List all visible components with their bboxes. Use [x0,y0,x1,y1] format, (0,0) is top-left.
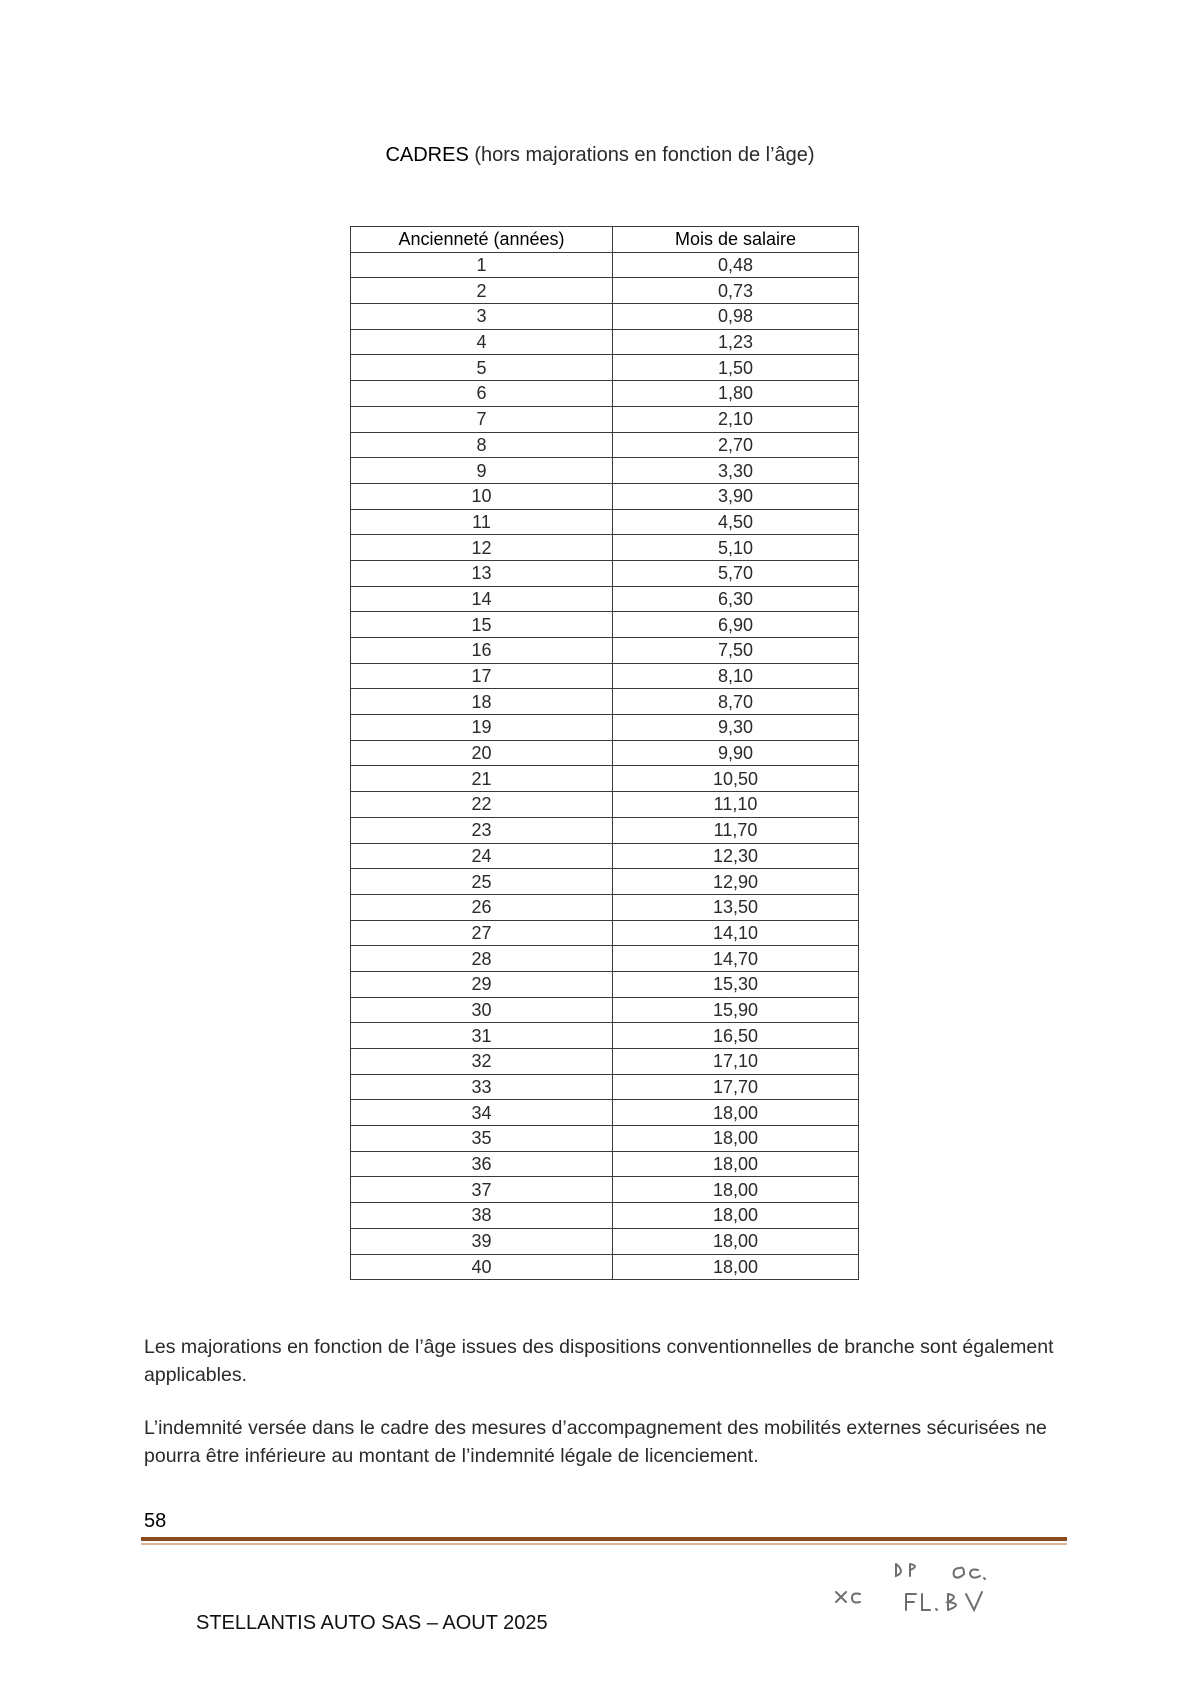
cell-anciennete: 36 [351,1151,613,1177]
cell-anciennete: 28 [351,946,613,972]
table-row [351,1254,859,1280]
table-row [351,920,859,946]
table-row [351,560,859,586]
cell-anciennete: 19 [351,715,613,741]
cell-anciennete: 10 [351,483,613,509]
cell-mois-salaire: 8,70 [613,689,859,715]
table-row [351,278,859,304]
cell-anciennete: 22 [351,792,613,818]
cell-mois-salaire: 18,00 [613,1126,859,1152]
cell-anciennete: 27 [351,920,613,946]
table-row [351,946,859,972]
cell-anciennete: 39 [351,1228,613,1254]
paragraph-indemnite: L’indemnité versée dans le cadre des mesures d’accompagnement des mobilités externes sécurisées ne pourra être inférieure au montant de l’indemnité légale de licenciement. [144,1417,1047,1467]
cell-mois-salaire: 1,50 [613,355,859,381]
footer-divider-shadow [141,1543,1067,1545]
cell-mois-salaire: 11,70 [613,817,859,843]
table-row [351,1177,859,1203]
table-row [351,381,859,407]
table-row [351,869,859,895]
paragraph-majorations: Les majorations en fonction de l’âge issues des dispositions conventionnelles de branche sont également applicables. [144,1336,1054,1386]
cell-mois-salaire: 3,90 [613,483,859,509]
cell-anciennete: 6 [351,381,613,407]
cell-mois-salaire: 18,00 [613,1151,859,1177]
cell-anciennete: 40 [351,1254,613,1280]
cell-anciennete: 29 [351,971,613,997]
cell-mois-salaire: 0,98 [613,304,859,330]
table-row [351,971,859,997]
table-row [351,894,859,920]
cell-mois-salaire: 3,30 [613,458,859,484]
cell-mois-salaire: 17,70 [613,1074,859,1100]
table-row [351,663,859,689]
severance-table [350,226,859,1280]
initials-fl-bv [906,1592,982,1610]
page-number: 58 [144,1510,167,1532]
cell-mois-salaire: 14,10 [613,920,859,946]
table-row [351,715,859,741]
table-body [351,252,859,1280]
cell-anciennete: 2 [351,278,613,304]
cell-mois-salaire: 9,30 [613,715,859,741]
table-row [351,509,859,535]
table-title [0,144,1200,167]
cell-mois-salaire: 0,73 [613,278,859,304]
table-row [351,612,859,638]
cell-anciennete: 37 [351,1177,613,1203]
table-row [351,483,859,509]
cell-anciennete: 9 [351,458,613,484]
cell-mois-salaire: 15,90 [613,997,859,1023]
cell-anciennete: 21 [351,766,613,792]
table-row [351,432,859,458]
table-row [351,843,859,869]
table-row [351,406,859,432]
cell-anciennete: 7 [351,406,613,432]
table-row [351,252,859,278]
table-row [351,740,859,766]
cell-anciennete: 25 [351,869,613,895]
cell-mois-salaire: 10,50 [613,766,859,792]
cell-mois-salaire: 0,48 [613,252,859,278]
cell-anciennete: 23 [351,817,613,843]
cell-anciennete: 35 [351,1126,613,1152]
cell-mois-salaire: 15,30 [613,971,859,997]
table-row [351,1049,859,1075]
footer-company-date: STELLANTIS AUTO SAS – AOUT 2025 [196,1612,548,1634]
table-row [351,638,859,664]
cell-mois-salaire: 18,00 [613,1254,859,1280]
cell-anciennete: 11 [351,509,613,535]
cell-anciennete: 20 [351,740,613,766]
table-row [351,1228,859,1254]
cell-anciennete: 3 [351,304,613,330]
cell-mois-salaire: 5,10 [613,535,859,561]
table-row [351,355,859,381]
table-row [351,535,859,561]
cell-anciennete: 32 [351,1049,613,1075]
cell-anciennete: 1 [351,252,613,278]
cell-mois-salaire: 16,50 [613,1023,859,1049]
table-header-row [351,227,859,253]
cell-anciennete: 24 [351,843,613,869]
footer-divider [141,1537,1067,1541]
cell-mois-salaire: 17,10 [613,1049,859,1075]
table-row [351,766,859,792]
cell-anciennete: 14 [351,586,613,612]
cell-anciennete: 4 [351,329,613,355]
cell-anciennete: 5 [351,355,613,381]
cell-mois-salaire: 2,10 [613,406,859,432]
title-cadres: CADRES [385,144,469,166]
table-row [351,817,859,843]
header-mois-salaire: Mois de salaire [613,227,859,253]
cell-anciennete: 8 [351,432,613,458]
table-row [351,997,859,1023]
table-row [351,1074,859,1100]
cell-mois-salaire: 9,90 [613,740,859,766]
cell-mois-salaire: 13,50 [613,894,859,920]
cell-anciennete: 13 [351,560,613,586]
cell-anciennete: 33 [351,1074,613,1100]
cell-mois-salaire: 18,00 [613,1203,859,1229]
cell-mois-salaire: 5,70 [613,560,859,586]
cell-anciennete: 31 [351,1023,613,1049]
table-row [351,792,859,818]
cell-anciennete: 34 [351,1100,613,1126]
cell-anciennete: 38 [351,1203,613,1229]
cell-anciennete: 18 [351,689,613,715]
table-row [351,1126,859,1152]
initials-dp [896,1564,915,1576]
cell-mois-salaire: 18,00 [613,1100,859,1126]
cell-mois-salaire: 11,10 [613,792,859,818]
table-row [351,1203,859,1229]
cell-mois-salaire: 18,00 [613,1177,859,1203]
cell-mois-salaire: 2,70 [613,432,859,458]
handwritten-initials [830,1556,1010,1616]
cell-mois-salaire: 8,10 [613,663,859,689]
cell-mois-salaire: 4,50 [613,509,859,535]
cell-anciennete: 15 [351,612,613,638]
cell-anciennete: 17 [351,663,613,689]
table-row [351,304,859,330]
cell-mois-salaire: 6,30 [613,586,859,612]
table-row [351,1023,859,1049]
cell-mois-salaire: 7,50 [613,638,859,664]
cell-mois-salaire: 14,70 [613,946,859,972]
table-row [351,586,859,612]
table-row [351,1151,859,1177]
table-row [351,458,859,484]
title-qualifier: (hors majorations en fonction de l’âge) [474,144,815,166]
cell-mois-salaire: 18,00 [613,1228,859,1254]
cell-mois-salaire: 6,90 [613,612,859,638]
cell-mois-salaire: 12,30 [613,843,859,869]
table-row [351,689,859,715]
cell-anciennete: 16 [351,638,613,664]
cell-mois-salaire: 1,80 [613,381,859,407]
cell-anciennete: 26 [351,894,613,920]
initials-xc [836,1592,860,1603]
table-row [351,1100,859,1126]
cell-anciennete: 30 [351,997,613,1023]
table-row [351,329,859,355]
header-anciennete: Ancienneté (années) [351,227,613,253]
initials-oc [954,1568,985,1579]
cell-anciennete: 12 [351,535,613,561]
cell-mois-salaire: 1,23 [613,329,859,355]
cell-mois-salaire: 12,90 [613,869,859,895]
